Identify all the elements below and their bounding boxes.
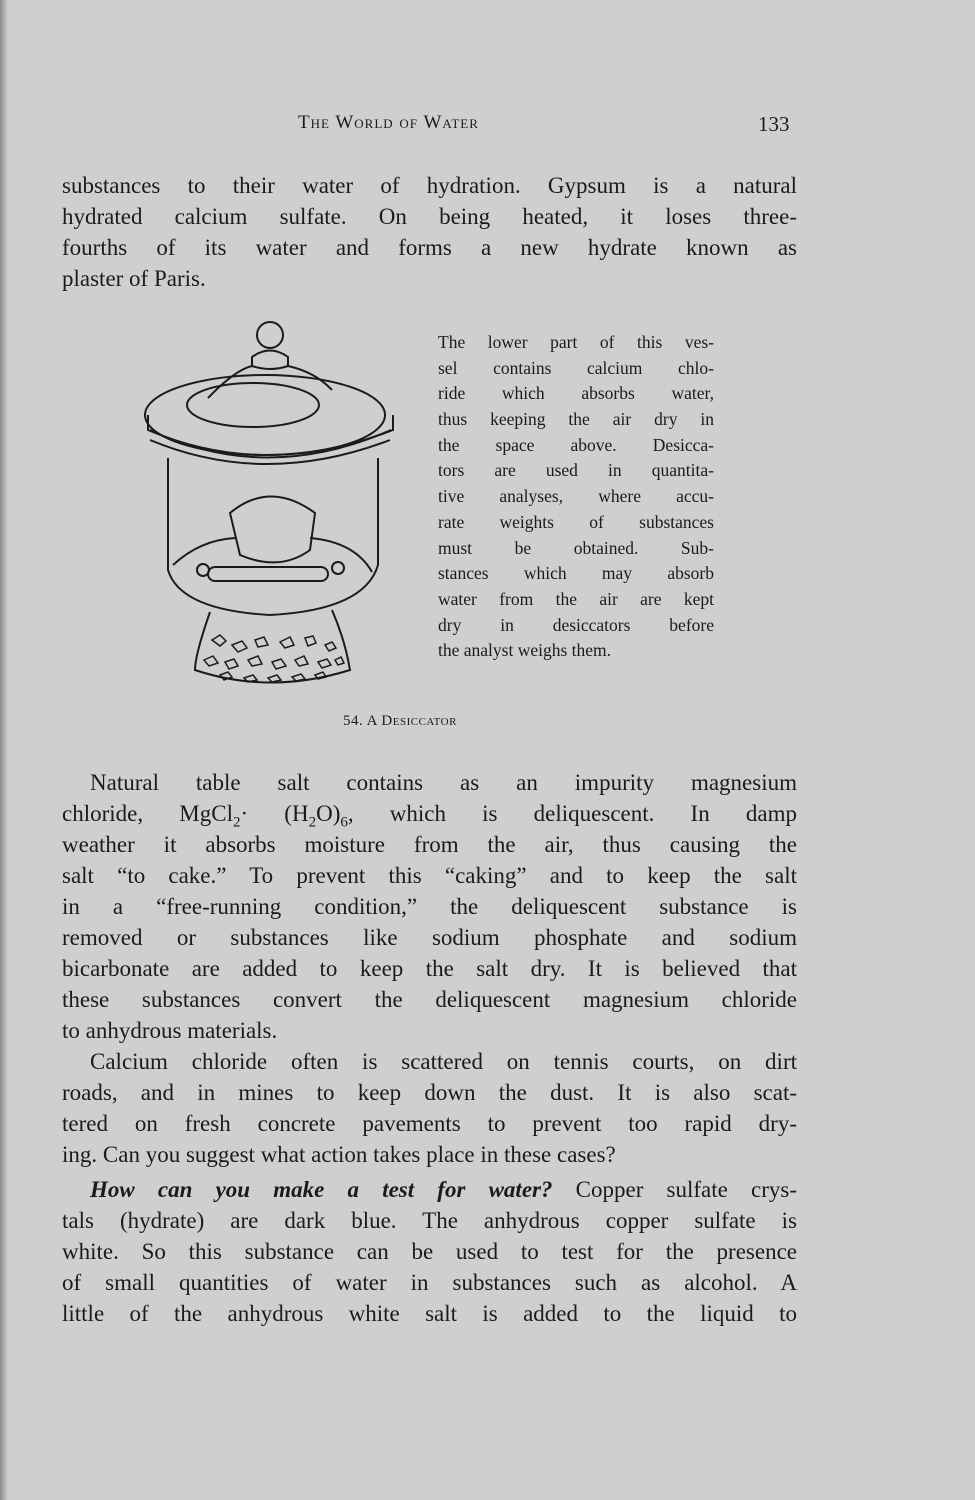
text-run: plaster of Paris.	[62, 266, 206, 291]
text-run: of small quantities of water in substances such as alcohol. A	[62, 1270, 797, 1295]
base	[195, 610, 350, 683]
text-run: removed or substances like sodium phosphate and sodium	[62, 925, 797, 950]
text-run: , which is deliquescent. In damp	[347, 801, 797, 826]
text-line	[62, 922, 797, 953]
text-line	[62, 1174, 797, 1205]
text-run: substances to their water of hydration. Gypsum is a natural	[62, 173, 797, 198]
text-run: bicarbonate are added to keep the salt dry. It is believed that	[62, 956, 797, 981]
text-line	[62, 953, 797, 984]
lid-inner-rim	[187, 383, 319, 427]
text-line	[62, 1139, 797, 1170]
text-line	[62, 984, 797, 1015]
text-run: Copper sulfate crys-	[552, 1177, 797, 1202]
caption-line: the space above. Desicca-	[438, 434, 714, 455]
figure-title: 54. A Desiccator	[343, 713, 457, 729]
italic-heading: How can you make a test for water?	[90, 1177, 553, 1202]
text-line	[62, 1236, 797, 1267]
text-line	[62, 1267, 797, 1298]
figure-side-caption	[438, 330, 714, 664]
caption-line: sel contains calcium chlo-	[438, 357, 714, 378]
text-run: · (H	[240, 801, 309, 826]
caption-line: water from the air are kept	[438, 588, 714, 609]
text-line	[62, 767, 797, 798]
caption-line: the analyst weighs them.	[438, 640, 612, 661]
text-run: 2	[308, 814, 317, 831]
body-text-main	[62, 767, 797, 1329]
running-head: The World of Water	[298, 112, 479, 133]
text-line	[62, 891, 797, 922]
text-run: tals (hydrate) are dark blue. The anhydrous copper sulfate is	[62, 1208, 797, 1233]
text-line	[62, 829, 797, 860]
text-run: these substances convert the deliquescent magnesium chloride	[62, 987, 797, 1012]
lid-knob	[257, 322, 283, 348]
text-run: fourths of its water and forms a new hydrate known as	[62, 235, 797, 260]
text-run: chloride, MgCl	[62, 801, 233, 826]
body-text-top	[62, 170, 797, 294]
text-run: in a “free-running condition,” the deliquescent substance is	[62, 894, 797, 919]
text-run: O)	[316, 801, 341, 826]
text-line	[62, 1015, 797, 1046]
text-line	[62, 1298, 797, 1329]
caption-line: stances which may absorb	[438, 563, 714, 584]
text-line	[62, 1108, 797, 1139]
text-line	[62, 1077, 797, 1108]
text-line	[62, 1205, 797, 1236]
text-line	[62, 170, 797, 201]
text-run: Natural table salt contains as an impurity magnesium	[90, 770, 797, 795]
text-line	[62, 860, 797, 891]
caption-line: thus keeping the air dry in	[438, 409, 714, 430]
text-run: roads, and in mines to keep down the dust. It is also scat-	[62, 1080, 797, 1105]
text-line	[62, 1046, 797, 1077]
text-run: 2	[232, 814, 241, 831]
text-run: to anhydrous materials.	[62, 1018, 278, 1043]
caption-line: dry in desiccators before	[438, 614, 714, 635]
text-run: little of the anhydrous white salt is added to the liquid to	[62, 1301, 797, 1326]
text-run: Calcium chloride often is scattered on tennis courts, on dirt	[90, 1049, 797, 1074]
text-run: hydrated calcium sulfate. On being heated, it loses three-	[62, 204, 797, 229]
crucible	[230, 497, 315, 563]
caption-line: tors are used in quantita-	[438, 460, 714, 481]
page-number: 133	[758, 112, 790, 136]
text-run: tered on fresh concrete pavements to prevent too rapid dry-	[62, 1111, 797, 1136]
text-line	[62, 232, 797, 263]
caption-line: tive analyses, where accu-	[438, 486, 714, 507]
text-run: 6	[340, 814, 348, 831]
caption-line: must be obtained. Sub-	[438, 537, 714, 558]
text-run: ing. Can you suggest what action takes place in these cases?	[62, 1142, 616, 1167]
desiccator-illustration	[140, 310, 420, 700]
text-line	[62, 201, 797, 232]
caption-line: rate weights of substances	[438, 511, 714, 532]
text-run: white. So this substance can be used to test for the presence	[62, 1239, 797, 1264]
triangle-support	[208, 567, 328, 581]
text-run: salt “to cake.” To prevent this “caking” and to keep the salt	[62, 863, 797, 888]
text-line	[62, 798, 797, 829]
text-run: weather it absorbs moisture from the air, thus causing the	[62, 832, 797, 857]
text-line	[62, 263, 797, 294]
scan-edge-shadow	[0, 0, 8, 1500]
caption-line: ride which absorbs water,	[438, 383, 714, 404]
caption-line: The lower part of this ves-	[438, 332, 714, 352]
